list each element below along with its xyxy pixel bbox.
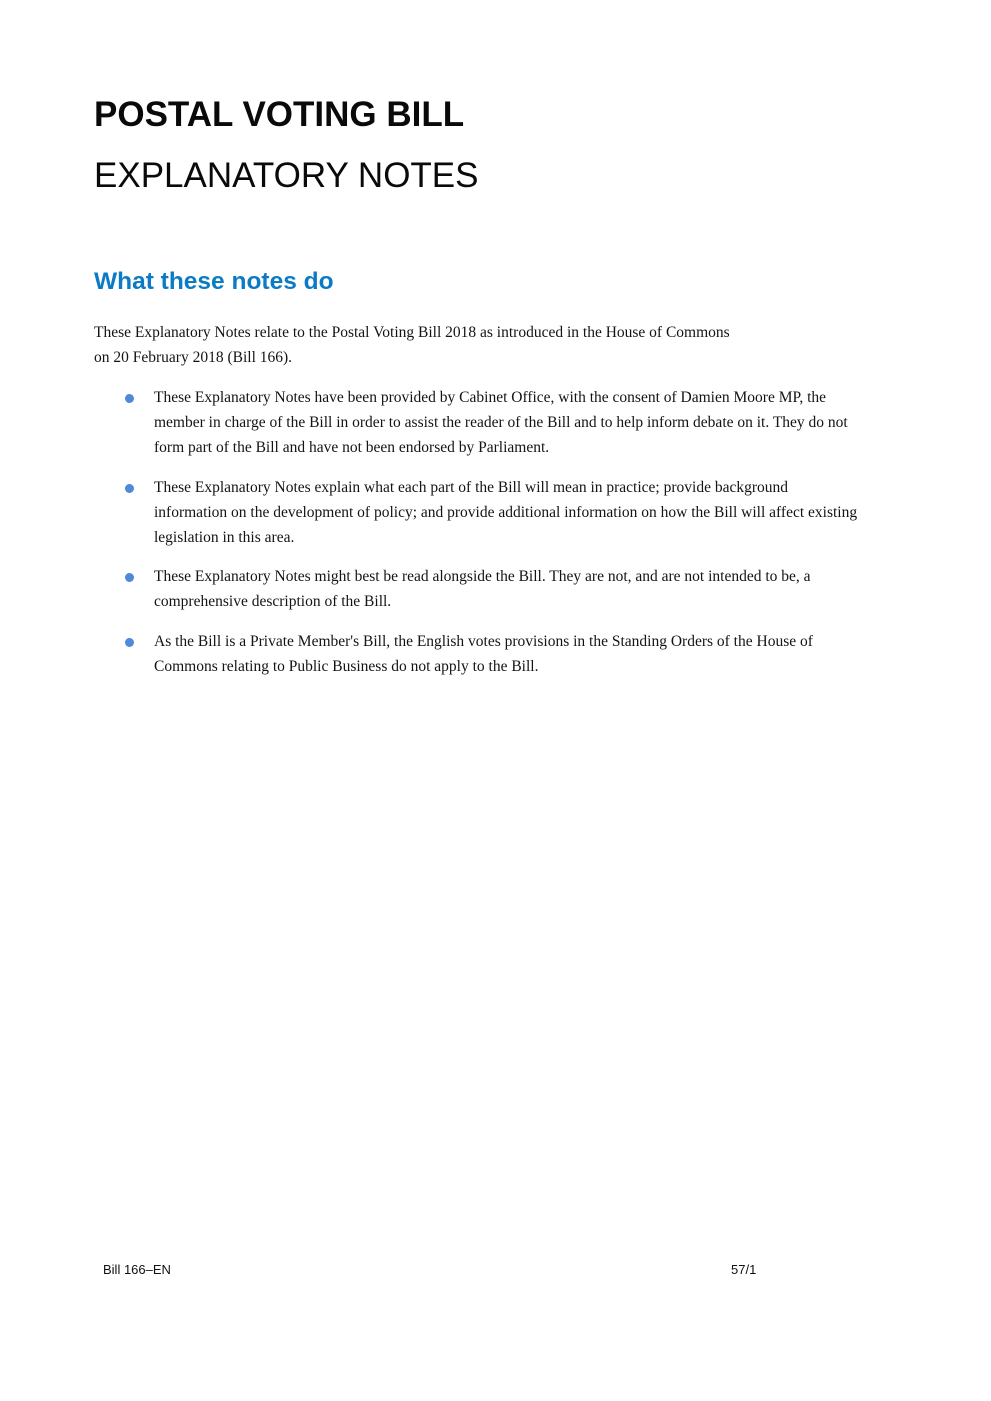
- intro-paragraph: [94, 321, 854, 370]
- bullet-dot-icon: [125, 394, 134, 403]
- bill-reference: Bill 166–EN: [103, 1262, 171, 1277]
- document-subtitle: EXPLANATORY NOTES: [94, 156, 479, 195]
- bullet-dot-icon: [125, 638, 134, 647]
- bullet-item: [94, 629, 864, 679]
- bullet-item: [94, 475, 864, 550]
- bullet-text: These Explanatory Notes explain what each part of the Bill will mean in practice; provide background information on the development of policy; and provide additional information on how the Bill will affect existing legislation in this area.: [154, 478, 858, 546]
- bullet-list: [94, 385, 864, 693]
- section-heading: What these notes do: [94, 268, 334, 295]
- bullet-item: [94, 385, 864, 460]
- bullet-text: As the Bill is a Private Member's Bill, the English votes provisions in the Standing Orders of the House of Commons relating to Public Business do not apply to the Bill.: [154, 632, 813, 675]
- bullet-text: These Explanatory Notes have been provided by Cabinet Office, with the consent of Damien Moore MP, the member in charge of the Bill in order to assist the reader of the Bill and to help inform debate on it. They do not form part of the Bill and have not been endorsed by Parliament.: [154, 389, 848, 456]
- bullet-dot-icon: [125, 573, 134, 582]
- page-number: 57/1: [731, 1262, 757, 1277]
- bullet-dot-icon: [125, 484, 134, 493]
- bullet-text: These Explanatory Notes might best be read alongside the Bill. They are not, and are not intended to be, a comprehensive description of the Bill.: [154, 568, 811, 610]
- intro-line-2: on 20 February 2018 (Bill 166).: [94, 348, 293, 366]
- document-title: POSTAL VOTING BILL: [94, 95, 465, 134]
- intro-line-1: These Explanatory Notes relate to the Postal Voting Bill 2018 as introduced in the House of Commons: [94, 324, 730, 341]
- bullet-item: [94, 564, 864, 614]
